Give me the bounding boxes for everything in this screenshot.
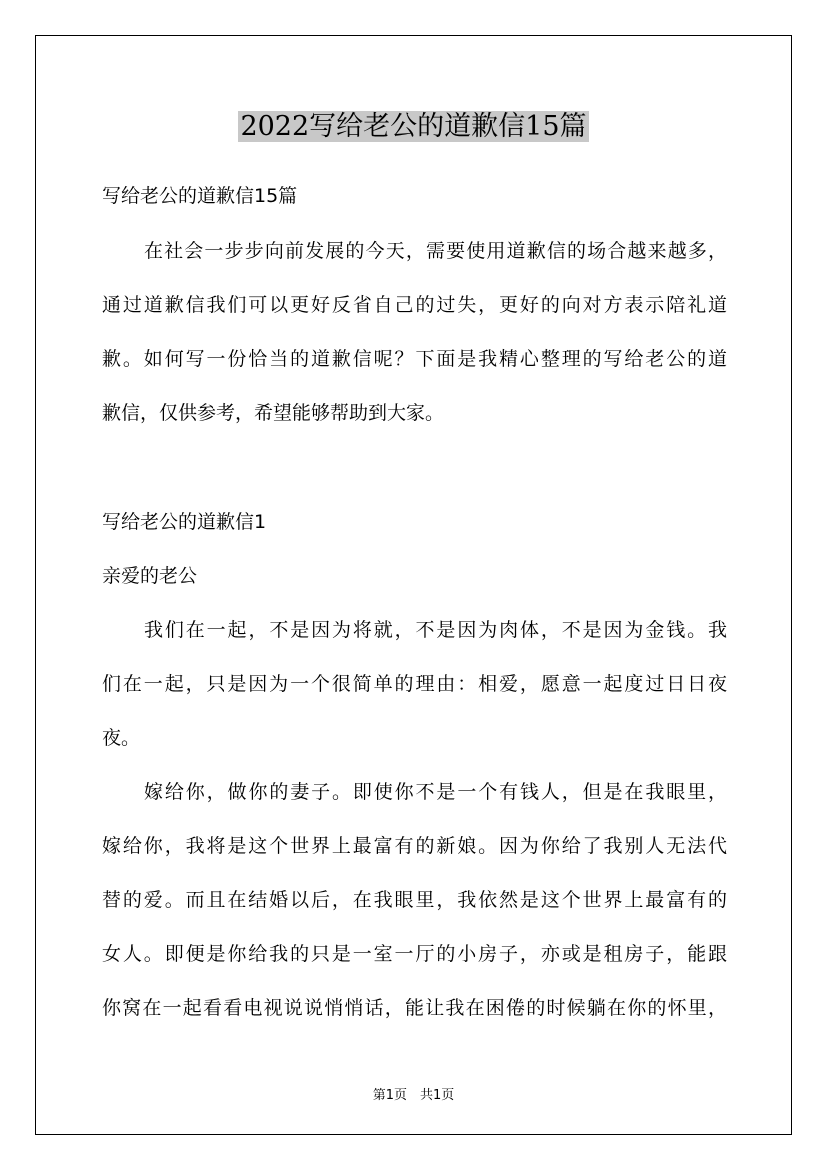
paragraph-line: 夜。: [102, 727, 141, 749]
subtitle: 写给老公的道歉信15篇: [102, 185, 298, 207]
paragraph-line: 嫁给你，我将是这个世界上最富有的新娘。因为你给了我别人无法代: [102, 835, 727, 857]
intro-line: 在社会一步步向前发展的今天，需要使用道歉信的场合越来越多，: [144, 240, 727, 262]
paragraph-line: 嫁给你，做你的妻子。即使你不是一个有钱人，但是在我眼里，: [144, 781, 727, 803]
paragraph-line: 你窝在一起看看电视说说悄悄话，能让我在困倦的时候躺在你的怀里，: [102, 997, 727, 1019]
letter-heading: 写给老公的道歉信1: [102, 511, 267, 533]
intro-line: 通过道歉信我们可以更好反省自己的过失，更好的向对方表示陪礼道: [102, 294, 727, 316]
page-number: 第1页 共1页: [372, 1088, 455, 1103]
paragraph-line: 我们在一起，不是因为将就，不是因为肉体，不是因为金钱。我: [144, 619, 727, 641]
paragraph-line: 女人。即便是你给我的只是一室一厅的小房子，亦或是租房子，能跟: [102, 943, 727, 965]
salutation: 亲爱的老公: [102, 565, 198, 587]
paragraph-line: 们在一起，只是因为一个很简单的理由：相爱，愿意一起度过日日夜: [102, 673, 727, 695]
intro-line: 歉信，仅供参考，希望能够帮助到大家。: [102, 402, 445, 424]
intro-line: 歉。如何写一份恰当的道歉信呢？下面是我精心整理的写给老公的道: [102, 348, 727, 370]
document-title: 2022写给老公的道歉信15篇: [240, 111, 587, 142]
paragraph-line: 替的爱。而且在结婚以后，在我眼里，我依然是这个世界上最富有的: [102, 889, 727, 911]
